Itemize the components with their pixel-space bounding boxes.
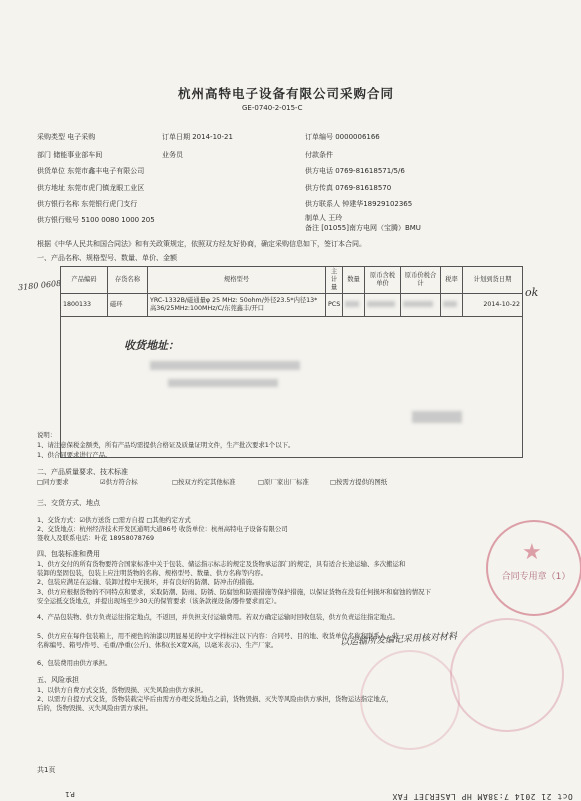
cell-price-redacted [365, 294, 401, 317]
sec2-opt-4: □原厂家出厂标准 [258, 478, 309, 486]
sec3-line-3: 签收人及联系电话：叶花 18958078769 [37, 534, 155, 542]
contract-seal-right [486, 520, 581, 616]
notes-label: 说明： [37, 431, 57, 439]
fax-header-line: Oct 21 2014 7:38AM HP LASERJET FAX [392, 792, 573, 801]
handwritten-code-note: 3180 0608 [17, 278, 62, 293]
sec2-opt-2: ☑供方符合标 [100, 478, 138, 486]
supplier-bank: 供方银行名称 东莞银行虎门支行 [37, 200, 138, 208]
header-unit: 主计量 [326, 267, 343, 294]
sec5-line-1: 1、以供方自费方式交货，货物毁损、灭失风险由供方承担。 [37, 686, 208, 694]
supplier-fax: 供方传真 0769-81618570 [305, 184, 392, 192]
sec3-line-1: 1、交货方式：☑供方送货 □需方自提 □其他约定方式 [37, 516, 191, 524]
seal-text: 合同专用章（1） [501, 572, 571, 582]
supplier-account: 供方银行账号 5100 0080 1000 205 [37, 216, 155, 224]
table-row [61, 294, 523, 317]
note-2: 1、供合同要求进行产品。 [37, 451, 112, 459]
sec4-line-9: 6、包装费用由供方承担。 [37, 659, 112, 667]
page-mark: P.1 [65, 790, 75, 798]
payment-terms: 付款条件 [305, 151, 333, 159]
header-total: 原币价税合计 [401, 267, 441, 294]
sec4-line-1: 1、供方交付的所有货物要符合国家标准中关于包装、储运指示标志的规定及货物承运部门的规定，具有适合长途运输、多次搬运和 [37, 560, 406, 568]
header-quantity: 数量 [343, 267, 365, 294]
section-4-title: 四、包装标准和费用 [37, 550, 100, 558]
handwritten-receiver-label: 收货地址： [124, 339, 179, 352]
sec2-opt-3: □按双方约定其他标准 [172, 478, 236, 486]
cell-delivery-date: 2014-10-22 [463, 294, 523, 317]
sec4-line-2: 装卸的坚固包装，包装上应注明货物的名称、规格型号、数量、供方名称等内容。 [37, 569, 268, 577]
redacted-right [412, 408, 462, 427]
sec5-line-2: 2、以需方自提方式交货，货物装载完毕后由需方办理交货地点之前，货物毁损、灭失等风险由供方承担，货物运达指定地点， [37, 695, 393, 703]
supplier-contact: 供方联系人 钟建华18929102365 [305, 200, 413, 208]
sec4-line-3: 2、包装应满足在运输、装卸过程中无损坏，并有良好的防潮、防冲击的措施。 [37, 578, 259, 586]
table-header-row [61, 267, 523, 294]
cell-unit: PCS [326, 294, 343, 317]
supplier-name: 供货单位 东莞市鑫丰电子有限公司 [37, 167, 145, 175]
remark: 备注 [01055]南方电网（宝腾）BMU [305, 224, 421, 232]
sec4-line-7: 5、供方应在每件包装箱上，用不褪色的油漆以明显易见的中文字样标注以下内容：合同号、目的地、收货单位名称和联系人、装 [37, 632, 399, 640]
header-unit-price: 原币含税单价 [365, 267, 401, 294]
order-date: 订单日期 2014-10-21 [162, 133, 233, 141]
sec5-line-3: 后的，货物毁损、灭失风险由需方承担。 [37, 704, 153, 712]
doc-code: GE-0740-2-015-C [242, 104, 303, 112]
sec4-line-6: 4、产品包装物、供方负责运往指定地点，不返回，并负担支付运输费用。若双方确定运输时回收包装，供方负责运往指定地点。 [37, 613, 399, 621]
handwritten-ok: ok [525, 286, 539, 299]
header-spec: 规格型号 [148, 267, 326, 294]
redacted-address-2 [168, 372, 278, 391]
cell-quantity-redacted [343, 294, 365, 317]
purchase-type: 采购类型 电子采购 [37, 133, 96, 141]
business-seal-bottom [450, 618, 564, 732]
section-2-title: 二、产品质量要求、技术标准 [37, 468, 128, 476]
cell-spec: YRC-1332B/磁通量φ 25 MHz: 50ohm/外径23.5*内径13*高36/25MHz:100MHz/C/东莞鑫丰/开口 [148, 294, 326, 317]
sec2-opt-5: □按需方提供的图纸 [330, 478, 388, 486]
sec4-line-8: 名称编号、箱号/件号、毛重/净重(公斤)、体积(长X宽X高，以毫米表示)、生产厂家。 [37, 641, 278, 649]
faint-seal-left [360, 650, 460, 750]
seal-star-icon: ★ [522, 540, 542, 565]
salesman: 业务员 [162, 151, 183, 159]
supplier-phone: 供方电话 0769-81618571/5/6 [305, 167, 405, 175]
cell-product-code: 1800133 [61, 294, 108, 317]
header-item-name: 存货名称 [108, 267, 148, 294]
intro-text: 根据《中华人民共和国合同法》和有关政策规定，依照双方经友好协商，确定采购信息如下，签订本合同。 [37, 240, 366, 248]
cell-tax-redacted [441, 294, 463, 317]
page-count: 共1页 [37, 766, 56, 774]
section-1-title: 一、产品名称、规格型号、数量、单价、金额 [37, 254, 177, 262]
handwritten-right-note: 以运输所发编记采用核对材料 [339, 631, 458, 649]
note-1: 1、请注意保税金额类，所有产品均需提供合格证及质量证明文件，生产批次要求1个以下。 [37, 441, 295, 449]
sec4-line-4: 3、供方应根据货物的不同特点和要求，采取防潮、防雨、防锈、防腐蚀和防震措施等保护措施，以保证货物在没有任何损坏和腐蚀的情况下 [37, 588, 431, 596]
supplier-address: 供方地址 东莞市虎门镇龙眼工业区 [37, 184, 145, 192]
cell-total-redacted [401, 294, 441, 317]
sec4-line-5: 安全运抵交货地点，并提出现场至少30天的保管要求（该条款视设备/器件要求而定）。 [37, 597, 281, 605]
header-product-code: 产品编码 [61, 267, 108, 294]
section-5-title: 五、风险承担 [37, 676, 79, 684]
sec3-line-2: 2、交货地点：杭州经济技术开发区通明大道86号 收货单位：杭州高特电子设备有限公司 [37, 525, 288, 533]
department: 部门 储能事业部车间 [37, 151, 103, 159]
section-3-title: 三、交货方式、地点 [37, 499, 100, 507]
maker: 制单人 王玲 [305, 214, 343, 222]
cell-item-name: 磁环 [108, 294, 148, 317]
contract-title: 杭州高特电子设备有限公司采购合同 [178, 86, 395, 101]
order-number: 订单编号 0000006166 [305, 133, 380, 141]
header-tax-rate: 税率 [441, 267, 463, 294]
header-delivery-date: 计划到货日期 [463, 267, 523, 294]
sec2-opt-1: □同方要求 [37, 478, 69, 486]
